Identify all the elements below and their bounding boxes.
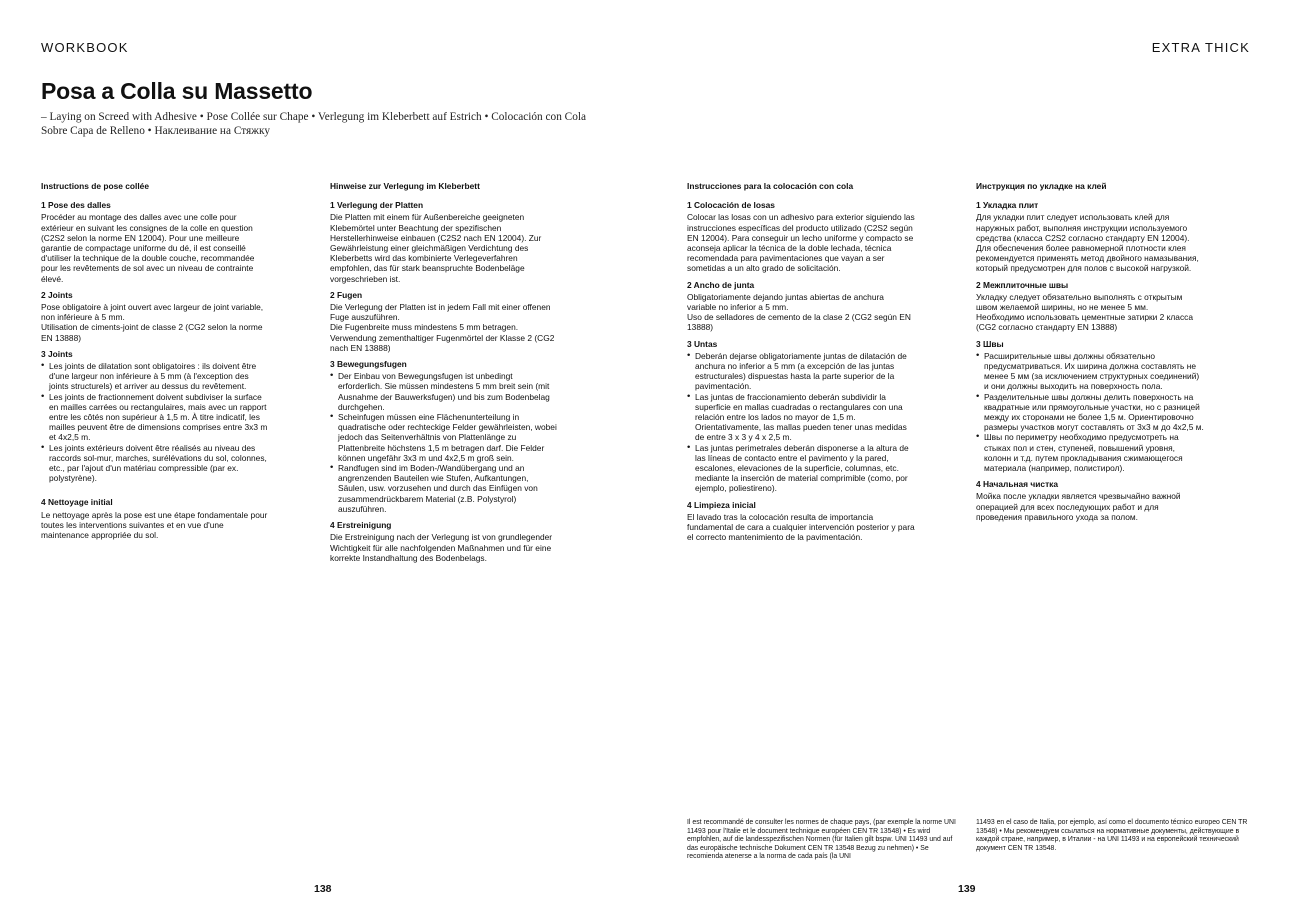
section-heading: 3 Швы xyxy=(976,338,1004,349)
column-german xyxy=(330,181,558,563)
page-number-right: 139 xyxy=(958,883,976,895)
list-item: • Scheinfugen müssen eine Flächenunterteilung in quadratische oder rechteckige Felder gewährleisten, wobei jedoch das Seitenverhältnis von Plattenlänge zu Plattenbreite höchstens 1,5 m betragen darf. Die Felder können ungefähr 3x3 m und 4x2,5 m groß sein. xyxy=(330,412,558,463)
section-heading: 3 Joints xyxy=(41,348,73,359)
section-heading: 1 Укладка плит xyxy=(976,200,1039,211)
section-text: Colocar las losas con un adhesivo para exterior siguiendo las instrucciones específicas del producto utilizado (C2S2 según EN 12004). Para conseguir un lecho uniforme y compacto se aconseja aplicar la técnica de la doble lechada, técnica recomendada para pavimentaciones que vayan a ser sometidas a un alto grado de solicitación. xyxy=(687,212,915,274)
running-header-right: EXTRA THICK xyxy=(1151,40,1250,55)
list-item: • Der Einbau von Bewegungsfugen ist unbedingt erforderlich. Sie müssen mindestens 5 mm breit sein (mit Ausnahme der Bauwerksfugen) und bis zum Bodenbelag durchgehen. xyxy=(330,371,558,412)
page-subtitle: – Laying on Screed with Adhesive • Pose Collée sur Chape • Verlegung im Kleberbett auf Estrich • Colocación con Cola Sobre Capa de Relleno • Наклеивание на Стяжку xyxy=(41,111,586,137)
column-russian xyxy=(976,181,1204,522)
list-item: • Les joints de fractionnement doivent subdiviser la surface en mailles carrées ou rectangulaires, mais avec un rapport entre les côtés non supérieur à 1,5 m. À titre indicatif, les mailles peuvent être de dimensions comprises entre 3x3 m et 4x2,5 m. xyxy=(41,392,269,443)
section-heading: 4 Начальная чистка xyxy=(976,479,1059,490)
section-heading: 3 Untas xyxy=(687,338,718,349)
list-item: • Randfugen sind im Boden-/Wandübergang und an angrenzenden Bauteilen wie Stufen, Aufkantungen, Säulen, usw. vorzusehen und durch das Einfügen von zusammendrückbarem Material (z.B. Polystyrol) auszuführen. xyxy=(330,463,558,514)
section-text: Die Erstreinigung nach der Verlegung ist von grundlegender Wichtigkeit für alle nachfolgenden Maßnahmen und für eine korrekte Instandhaltung des Bodenbelags. xyxy=(330,532,553,563)
bullet-list xyxy=(41,361,269,483)
page-number-left: 138 xyxy=(314,883,332,895)
section-text: Мойка после укладки является чрезвычайно важной операцией для всех последующих работ и для проведения правильного ухода за полом. xyxy=(976,491,1181,522)
list-item: • Las juntas de fraccionamiento deberán subdividir la superficie en mallas cuadradas o rectangulares con una relación entre los lados no mayor de 1,5 m. Orientativamente, las mallas pueden tener unas medidas de entre 3 x 3 y 4 x 2,5 m. xyxy=(687,392,915,443)
section-heading: 2 Fugen xyxy=(330,289,363,300)
section-heading: 1 Verlegung der Platten xyxy=(330,200,424,211)
section-heading: 1 Colocación de losas xyxy=(687,200,775,211)
column-french xyxy=(41,181,269,540)
list-item: • Разделительные швы должны делить поверхность на квадратные или прямоугольные участки, но с разницей между их сторонами не более 1,5 м. Ориентировочно размеры участков могут составлять от 3x3 м до 4x2,5 м. xyxy=(976,392,1204,433)
bullet-list xyxy=(976,351,1204,473)
list-item: • Les joints de dilatation sont obligatoires : ils doivent être d'une largeur non inférieure à 5 mm (à l'exception des joints structurels) et arriver au dessus du revêtement. xyxy=(41,361,269,392)
section-heading: 3 Bewegungsfugen xyxy=(330,359,407,370)
footnote-left: Il est recommandé de consulter les normes de chaque pays, (par exemple la norme UNI 11493 pour l'Italie et le document technique européen CEN TR 13548) • Es wird empfohlen, auf die landesspezifischen Normen (für Italien gilt bspw. UNI 11493 und auf das europäische technische Dokument CEN TR 13548 Bezug zu nehmen) • Se recomienda atenerse a la norma de cada país (la UNI xyxy=(687,819,956,861)
footnote-right: 11493 en el caso de Italia, por ejemplo, así como el documento técnico europeo CEN TR 13548) • Мы рекомендуем ссылаться на нормативные документы, действующие в каждой стране, например, в Италии - на UNI 11493 и на европейский технический документ CEN TR 13548. xyxy=(976,819,1248,852)
section-heading: 4 Erstreinigung xyxy=(330,520,392,531)
running-header-left: WORKBOOK xyxy=(41,40,129,55)
column-title: Hinweise zur Verlegung im Kleberbett xyxy=(330,181,480,191)
section-heading: 2 Joints xyxy=(41,289,73,300)
list-item: • Les joints extérieurs doivent être réalisés au niveau des raccords sol-mur, marches, surélévations du sol, colonnes, etc., par l'ajout d'un matériau compressible (par ex. polystyrène). xyxy=(41,443,269,484)
column-title: Instrucciones para la colocación con cola xyxy=(687,181,854,191)
column-title: Инструкция по укладке на клей xyxy=(976,181,1107,191)
section-heading: 4 Nettoyage initial xyxy=(41,497,113,508)
section-heading: 2 Ancho de junta xyxy=(687,279,755,290)
list-item: • Швы по периметру необходимо предусмотреть на стыках пол и стен, ступеней, повышений уровня, колонн и т.д. путем прокладывания сжимающегося материала (например, полистирол). xyxy=(976,432,1204,473)
column-title: Instructions de pose collée xyxy=(41,181,149,191)
section-text: Для укладки плит следует использовать клей для наружных работ, выполняя инструкции используемого средства (класса C2S2 согласно стандарту EN 12004). Для обеспечения более равномерной плотности клея рекомендуется применять метод двойного намазывания, который предусмотрен для полов с высокой нагрузкой. xyxy=(976,212,1199,274)
section-heading: 4 Limpieza inicial xyxy=(687,499,756,510)
section-text: El lavado tras la colocación resulta de importancia fundamental de cara a cualquier intervención posterior y para el correcto mantenimiento de la pavimentación. xyxy=(687,511,915,543)
section-text: Obligatoriamente dejando juntas abiertas de anchura variable no inferior a 5 mm. Uso de selladores de cemento de la clase 2 (CG2 según EN 13888) xyxy=(687,291,911,333)
section-text: Procéder au montage des dalles avec une colle pour extérieur en suivant les consignes de la colle en question (C2S2 selon la norme EN 12004). Pour une meilleure garantie de compactage uniforme du dé, il est conseillé d'utiliser la technique de la double couche, recommandée pour les revêtements de sol avec un niveau de contrainte élevé. xyxy=(41,212,255,284)
list-item: • Расширительные швы должны обязательно предусматриваться. Их ширина должна составлять не менее 5 мм (за исключением структурных соединений) и они должны выходить на поверхность пола. xyxy=(976,351,1204,392)
section-text: Le nettoyage après la pose est une étape fondamentale pour toutes les interventions suivantes et en vue d'une maintenance appropriée du sol. xyxy=(41,509,268,541)
bullet-list xyxy=(687,351,915,494)
section-text: Die Platten mit einem für Außenbereiche geeigneten Klebemörtel unter Beachtung der spezifischen Herstellerhinweise einbauen (C2S2 nach EN 12004). Zur Gewährleistung einer gleichmäßigen Verdichtung des Kleberbetts wird das kombinierte Verlegeverfahren empfohlen, das für stark beanspruchte Bodenbeläge vorgeschrieben ist. xyxy=(330,212,542,284)
list-item: • Deberán dejarse obligatoriamente juntas de dilatación de anchura no inferior a 5 mm (a excepción de las juntas estructurales) dispuestas hasta la parte superior de la pavimentación. xyxy=(687,351,915,392)
section-text: Die Verlegung der Platten ist in jedem Fall mit einer offenen Fuge auszuführen. Die Fugenbreite muss mindestens 5 mm betragen. Verwendung zementhaltiger Fugenmörtel der Klasse 2 (CG2 nach EN 13888) xyxy=(330,302,555,353)
page-title: Posa a Colla su Massetto xyxy=(41,78,313,104)
bullet-list xyxy=(330,371,558,514)
list-item: • Las juntas perimetrales deberán disponerse a la altura de las líneas de contacto entre el pavimento y la pared, escalones, elevaciones de la superficie, columnas, etc. mediante la inserción de material comprimible (como, por ejemplo, poliestireno). xyxy=(687,443,915,494)
section-text: Укладку следует обязательно выполнять с открытым швом желаемой ширины, но не менее 5 мм. Необходимо использовать цементные затирки 2 класса (CG2 согласно стандарту EN 13888) xyxy=(976,291,1193,333)
section-text: Pose obligatoire à joint ouvert avec largeur de joint variable, non inférieure à 5 mm. Utilisation de ciments-joint de classe 2 (CG2 selon la norme EN 13888) xyxy=(41,302,264,343)
section-heading: 2 Межплиточные швы xyxy=(976,279,1069,290)
column-spanish xyxy=(687,181,915,543)
section-heading: 1 Pose des dalles xyxy=(41,200,111,211)
